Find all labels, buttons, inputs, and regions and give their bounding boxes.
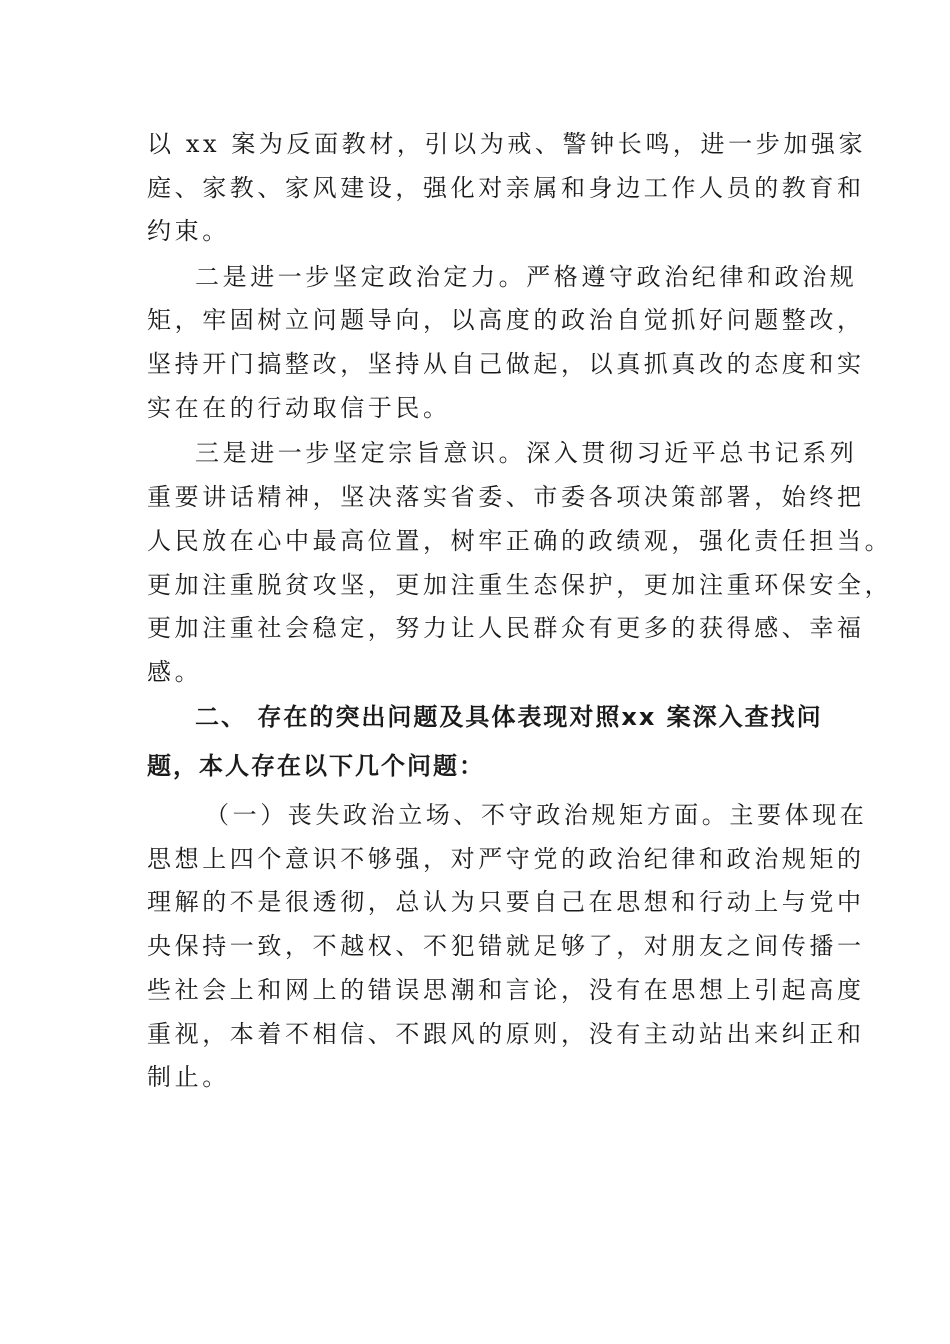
text-line: 感。 — [147, 658, 203, 686]
text-line: 重视，本着不相信、不跟风的原则，没有主动站出来纠正和 — [147, 1020, 865, 1048]
text-line: 坚持开门搞整改，坚持从自己做起，以真抓真改的态度和实 — [147, 350, 865, 378]
text-line: 矩，牢固树立问题导向，以高度的政治自觉抓好问题整改， — [147, 306, 865, 334]
text-line: 三是进一步坚定宗旨意识。深入贯彻习近平总书记系列 — [195, 439, 858, 467]
text-line: 理解的不是很透彻，总认为只要自己在思想和行动上与党中 — [147, 888, 865, 916]
text-line: 重要讲话精神，坚决落实省委、市委各项决策部署，始终把 — [147, 483, 865, 511]
section-heading: 题，本人存在以下几个问题： — [147, 752, 485, 780]
text-line: 约束。 — [147, 217, 230, 245]
text-line: （一）丧失政治立场、不守政治规矩方面。主要体现在 — [205, 801, 868, 829]
text-line: 以 xx 案为反面教材，引以为戒、警钟长鸣，进一步加强家 — [147, 130, 867, 158]
text-line: 些社会上和网上的错误思潮和言论，没有在思想上引起高度 — [147, 976, 865, 1004]
text-line: 央保持一致，不越权、不犯错就足够了，对朋友之间传播一 — [147, 932, 865, 960]
text-line: 更加注重社会稳定，努力让人民群众有更多的获得感、幸福 — [147, 614, 865, 642]
text-line: 更加注重脱贫攻坚，更加注重生态保护，更加注重环保安全， — [147, 571, 893, 599]
section-heading: 二、 存在的突出问题及具体表现对照xx 案深入查找问 — [195, 703, 823, 731]
text-line: 制止。 — [147, 1063, 230, 1091]
text-line: 思想上四个意识不够强，对严守党的政治纪律和政治规矩的 — [147, 845, 865, 873]
text-line: 庭、家教、家风建设，强化对亲属和身边工作人员的教育和 — [147, 174, 865, 202]
text-line: 实在在的行动取信于民。 — [147, 394, 451, 422]
text-line: 人民放在心中最高位置，树牢正确的政绩观，强化责任担当。 — [147, 527, 893, 555]
text-line: 二是进一步坚定政治定力。严格遵守政治纪律和政治规 — [195, 263, 858, 291]
